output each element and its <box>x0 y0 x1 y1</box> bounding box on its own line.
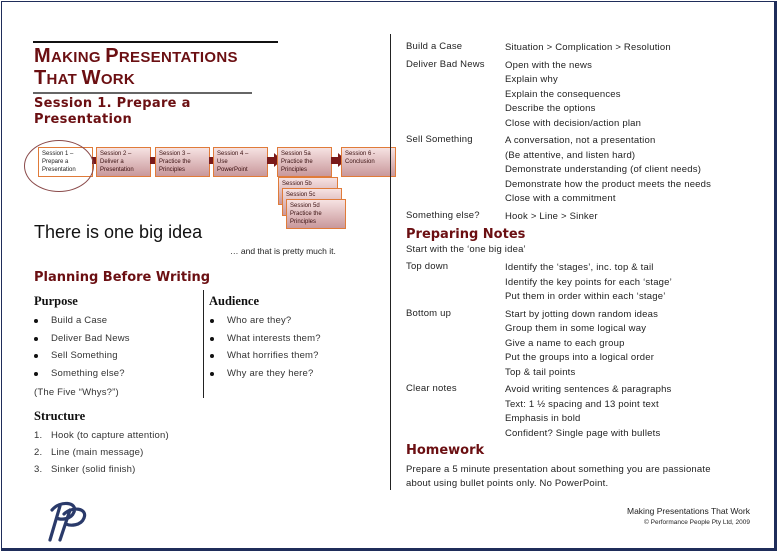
title-cap: M <box>34 45 51 67</box>
row-value: Identify the key points for each ‘stage’ <box>505 276 672 288</box>
row-value: Put the groups into a logical order <box>505 352 655 363</box>
list-item <box>34 430 169 441</box>
purpose-heading: Purpose <box>34 294 78 308</box>
row-value: Top & tail points <box>505 366 576 378</box>
list-item-text: Hook (to capture attention) <box>51 430 169 441</box>
row-value: Put them in order within each ‘stage’ <box>505 291 666 302</box>
top-rule <box>33 41 278 43</box>
session-box-line: Presentation <box>100 167 134 173</box>
row-value: Demonstrate understanding (of client needs) <box>505 164 702 175</box>
homework-text-line: Prepare a 5 minute presentation about something you are passionate <box>406 464 711 475</box>
company-logo <box>44 500 92 542</box>
current-session-highlight <box>24 140 94 192</box>
list-item <box>210 315 291 326</box>
session-box <box>96 147 151 177</box>
row-label: Top down <box>406 261 449 272</box>
list-item <box>34 333 130 344</box>
row-label: Sell Something <box>406 134 473 145</box>
list-item <box>210 350 319 361</box>
bullet-icon <box>210 372 214 376</box>
title-cap: P <box>105 45 119 67</box>
big-idea-heading: There is one big idea <box>34 222 203 242</box>
subtitle-line: Presentation <box>34 112 133 127</box>
list-item <box>34 447 144 458</box>
row-value: Confident? Single page with bullets <box>505 427 661 439</box>
session-box-line: Session 2 – <box>100 151 132 157</box>
homework-heading: Homework <box>406 443 485 458</box>
list-item <box>34 368 125 379</box>
list-item-text: Build a Case <box>51 315 108 326</box>
audience-heading: Audience <box>209 294 259 308</box>
session-box-line: Practice the <box>281 159 313 165</box>
session-box-line: Presentation <box>42 167 76 173</box>
title-text: RESENTATIONS <box>118 49 238 66</box>
row-value: (Be attentive, and listen hard) <box>505 149 636 161</box>
session-box-line: Session 4 – <box>217 151 249 157</box>
row-value: Explain why <box>505 74 558 85</box>
session-box-line: Deliver a <box>100 159 124 165</box>
session-box-line: PowerPoint <box>217 167 248 173</box>
session-box-stacked <box>286 199 346 229</box>
row-values <box>505 134 711 207</box>
list-number: 3. <box>34 464 43 475</box>
list-item <box>34 315 107 326</box>
bullet-icon <box>210 337 214 341</box>
session-box <box>213 147 268 177</box>
row-label: Clear notes <box>406 383 457 394</box>
list-item-text: Who are they? <box>227 315 292 326</box>
title-rule <box>33 92 252 94</box>
row-values <box>505 210 598 225</box>
row-values <box>505 261 672 305</box>
title-text: ORK <box>100 71 136 88</box>
tagline: … and that is pretty much it. <box>230 246 336 256</box>
list-number: 2. <box>34 447 43 458</box>
row-value: Close with a commitment <box>505 193 616 204</box>
row-value: Emphasis in bold <box>505 413 581 424</box>
row-values <box>505 41 671 56</box>
center-divider <box>390 34 391 490</box>
bullet-icon <box>34 372 38 376</box>
session-box <box>341 147 396 177</box>
column-divider <box>203 290 204 398</box>
list-item-text: What horrifies them? <box>227 350 319 362</box>
bullet-icon <box>34 354 38 358</box>
footer-copyright: © Performance People Pty Ltd, 2009 <box>644 519 750 526</box>
list-item <box>34 350 118 361</box>
row-values <box>505 59 641 132</box>
row-value: Situation > Complication > Resolution <box>505 42 671 53</box>
bullet-icon <box>34 337 38 341</box>
list-item-text: What interests them? <box>227 332 321 344</box>
session-box-line: Session 3 – <box>159 151 191 157</box>
title-text: AKING <box>50 49 106 66</box>
bullet-icon <box>210 354 214 358</box>
session-box-line: Conclusion <box>345 159 375 165</box>
session-box-line: Session 5c <box>286 192 316 198</box>
row-value: Avoid writing sentences & paragraphs <box>505 384 672 395</box>
row-value: Close with decision/action plan <box>505 117 642 129</box>
row-value: Text: 1 ½ spacing and 13 point text <box>505 398 659 410</box>
title-text: HAT <box>46 71 82 88</box>
row-value: Demonstrate how the product meets the needs <box>505 178 712 190</box>
bullet-icon <box>34 319 38 323</box>
session-box <box>155 147 210 177</box>
session-box-line: Principles <box>290 219 317 225</box>
list-item-text: Why are they here? <box>227 368 314 380</box>
session-box-line: Practice the <box>290 211 322 217</box>
title-cap: W <box>81 67 101 89</box>
row-value: Start by jotting down random ideas <box>505 308 659 320</box>
purpose-note: (The Five “Whys?”) <box>34 387 119 398</box>
session-box-line: Session 5d <box>290 203 320 209</box>
planning-heading: Planning Before Writing <box>34 270 211 285</box>
list-item <box>210 333 321 344</box>
title-cap: T <box>34 67 47 89</box>
row-label: Build a Case <box>406 41 463 52</box>
session-box-line: Session 6 - <box>345 151 376 157</box>
subtitle-line: Session 1. Prepare a <box>34 96 191 111</box>
session-box-line: Use <box>217 159 228 165</box>
bullet-icon <box>210 319 214 323</box>
row-label: Bottom up <box>406 307 452 319</box>
row-values <box>505 308 658 381</box>
session-box-line: Principles <box>159 167 186 173</box>
row-value: Hook > Line > Sinker <box>505 210 598 222</box>
notes-heading: Preparing Notes <box>406 227 526 242</box>
row-value: Describe the options <box>505 103 596 114</box>
session-box-line: Session 5a <box>281 151 311 157</box>
list-item-text: Sinker (solid finish) <box>51 464 136 475</box>
row-label: Something else? <box>406 209 480 221</box>
list-number: 1. <box>34 430 43 441</box>
session-box-line: Prepare a <box>42 159 69 165</box>
row-value: A conversation, not a presentation <box>505 135 656 146</box>
list-item-text: Something else? <box>51 368 125 380</box>
list-item <box>34 464 135 475</box>
list-item-text: Deliver Bad News <box>51 332 130 344</box>
row-label: Deliver Bad News <box>406 58 485 70</box>
notes-intro: Start with the ‘one big idea’ <box>406 244 526 255</box>
page-title <box>34 46 238 90</box>
list-item-text: Sell Something <box>51 350 118 362</box>
session-subtitle <box>34 96 191 128</box>
session-box-line: Session 5b <box>282 181 312 187</box>
session-box-line: Principles <box>281 167 308 173</box>
structure-heading: Structure <box>34 409 86 423</box>
row-value: Open with the news <box>505 59 593 71</box>
session-box-line: Session 1 – <box>42 151 74 157</box>
session-box <box>277 147 332 177</box>
row-value: Explain the consequences <box>505 88 621 100</box>
homework-text-line: about using bullet points only. No PowerPoint. <box>406 478 609 489</box>
row-values <box>505 383 672 441</box>
row-value: Give a name to each group <box>505 337 625 349</box>
row-value: Identify the ‘stages’, inc. top & tail <box>505 262 654 273</box>
footer-title: Making Presentations That Work <box>627 506 750 516</box>
session-box-line: Practice the <box>159 159 191 165</box>
list-item-text: Line (main message) <box>51 447 144 458</box>
row-value: Group them in some logical way <box>505 323 647 334</box>
list-item <box>210 368 314 379</box>
